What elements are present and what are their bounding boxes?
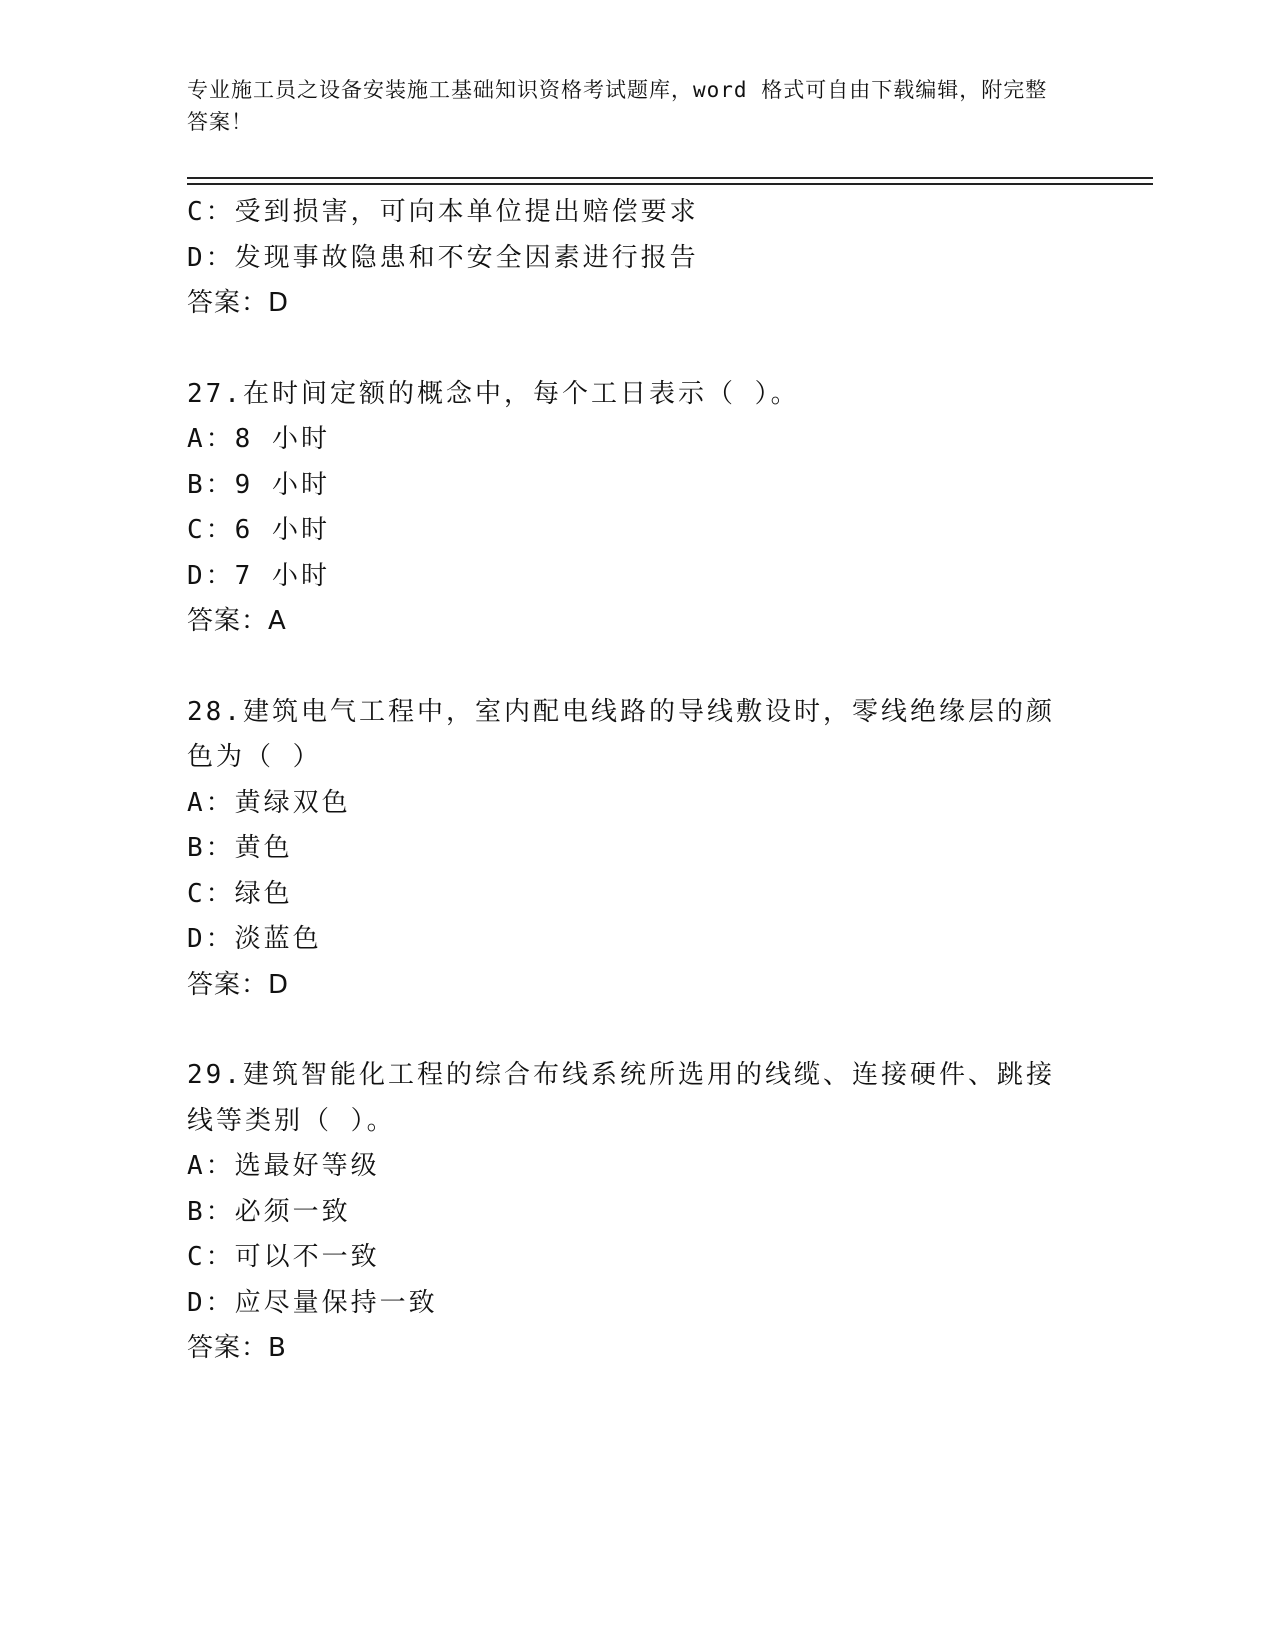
answer: 答案：B xyxy=(187,1333,287,1363)
option-d: D：应尽量保持一致 xyxy=(187,1287,438,1318)
header-divider-bottom xyxy=(187,183,1153,185)
option-a: A：8 小时 xyxy=(187,424,330,454)
option-d: D：7 小时 xyxy=(187,560,330,591)
question-list xyxy=(187,190,1067,1372)
option-d: D：发现事故隐患和不安全因素进行报告 xyxy=(187,242,699,273)
option-b: B：必须一致 xyxy=(187,1196,351,1227)
option-a: A：选最好等级 xyxy=(187,1151,380,1181)
option-c: C：绿色 xyxy=(187,878,293,909)
question-text: 29.建筑智能化工程的综合布线系统所选用的线缆、连接硬件、跳接线等类别（ ）。 xyxy=(187,1060,1055,1136)
question-27 xyxy=(187,372,1067,645)
option-c: C：6 小时 xyxy=(187,515,330,545)
answer: 答案：A xyxy=(187,606,287,636)
option-b: B：9 小时 xyxy=(187,469,330,500)
question-26-continuation xyxy=(187,190,1067,327)
option-c: C：受到损害，可向本单位提出赔偿要求 xyxy=(187,197,699,227)
question-28 xyxy=(187,690,1067,1009)
document-header: 专业施工员之设备安装施工基础知识资格考试题库，word 格式可自由下载编辑，附完整答案！ xyxy=(187,78,1048,134)
question-text: 28.建筑电气工程中，室内配电线路的导线敷设时，零线绝缘层的颜色为（ ） xyxy=(187,696,1055,772)
question-29 xyxy=(187,1053,1067,1372)
answer: 答案：D xyxy=(187,288,290,318)
header-divider-top xyxy=(187,177,1153,179)
option-c: C：可以不一致 xyxy=(187,1242,380,1272)
option-a: A：黄绿双色 xyxy=(187,787,351,818)
option-b: B：黄色 xyxy=(187,833,293,863)
question-text: 27.在时间定额的概念中，每个工日表示（ ）。 xyxy=(187,378,800,409)
answer: 答案：D xyxy=(187,969,290,1000)
option-d: D：淡蓝色 xyxy=(187,924,322,954)
